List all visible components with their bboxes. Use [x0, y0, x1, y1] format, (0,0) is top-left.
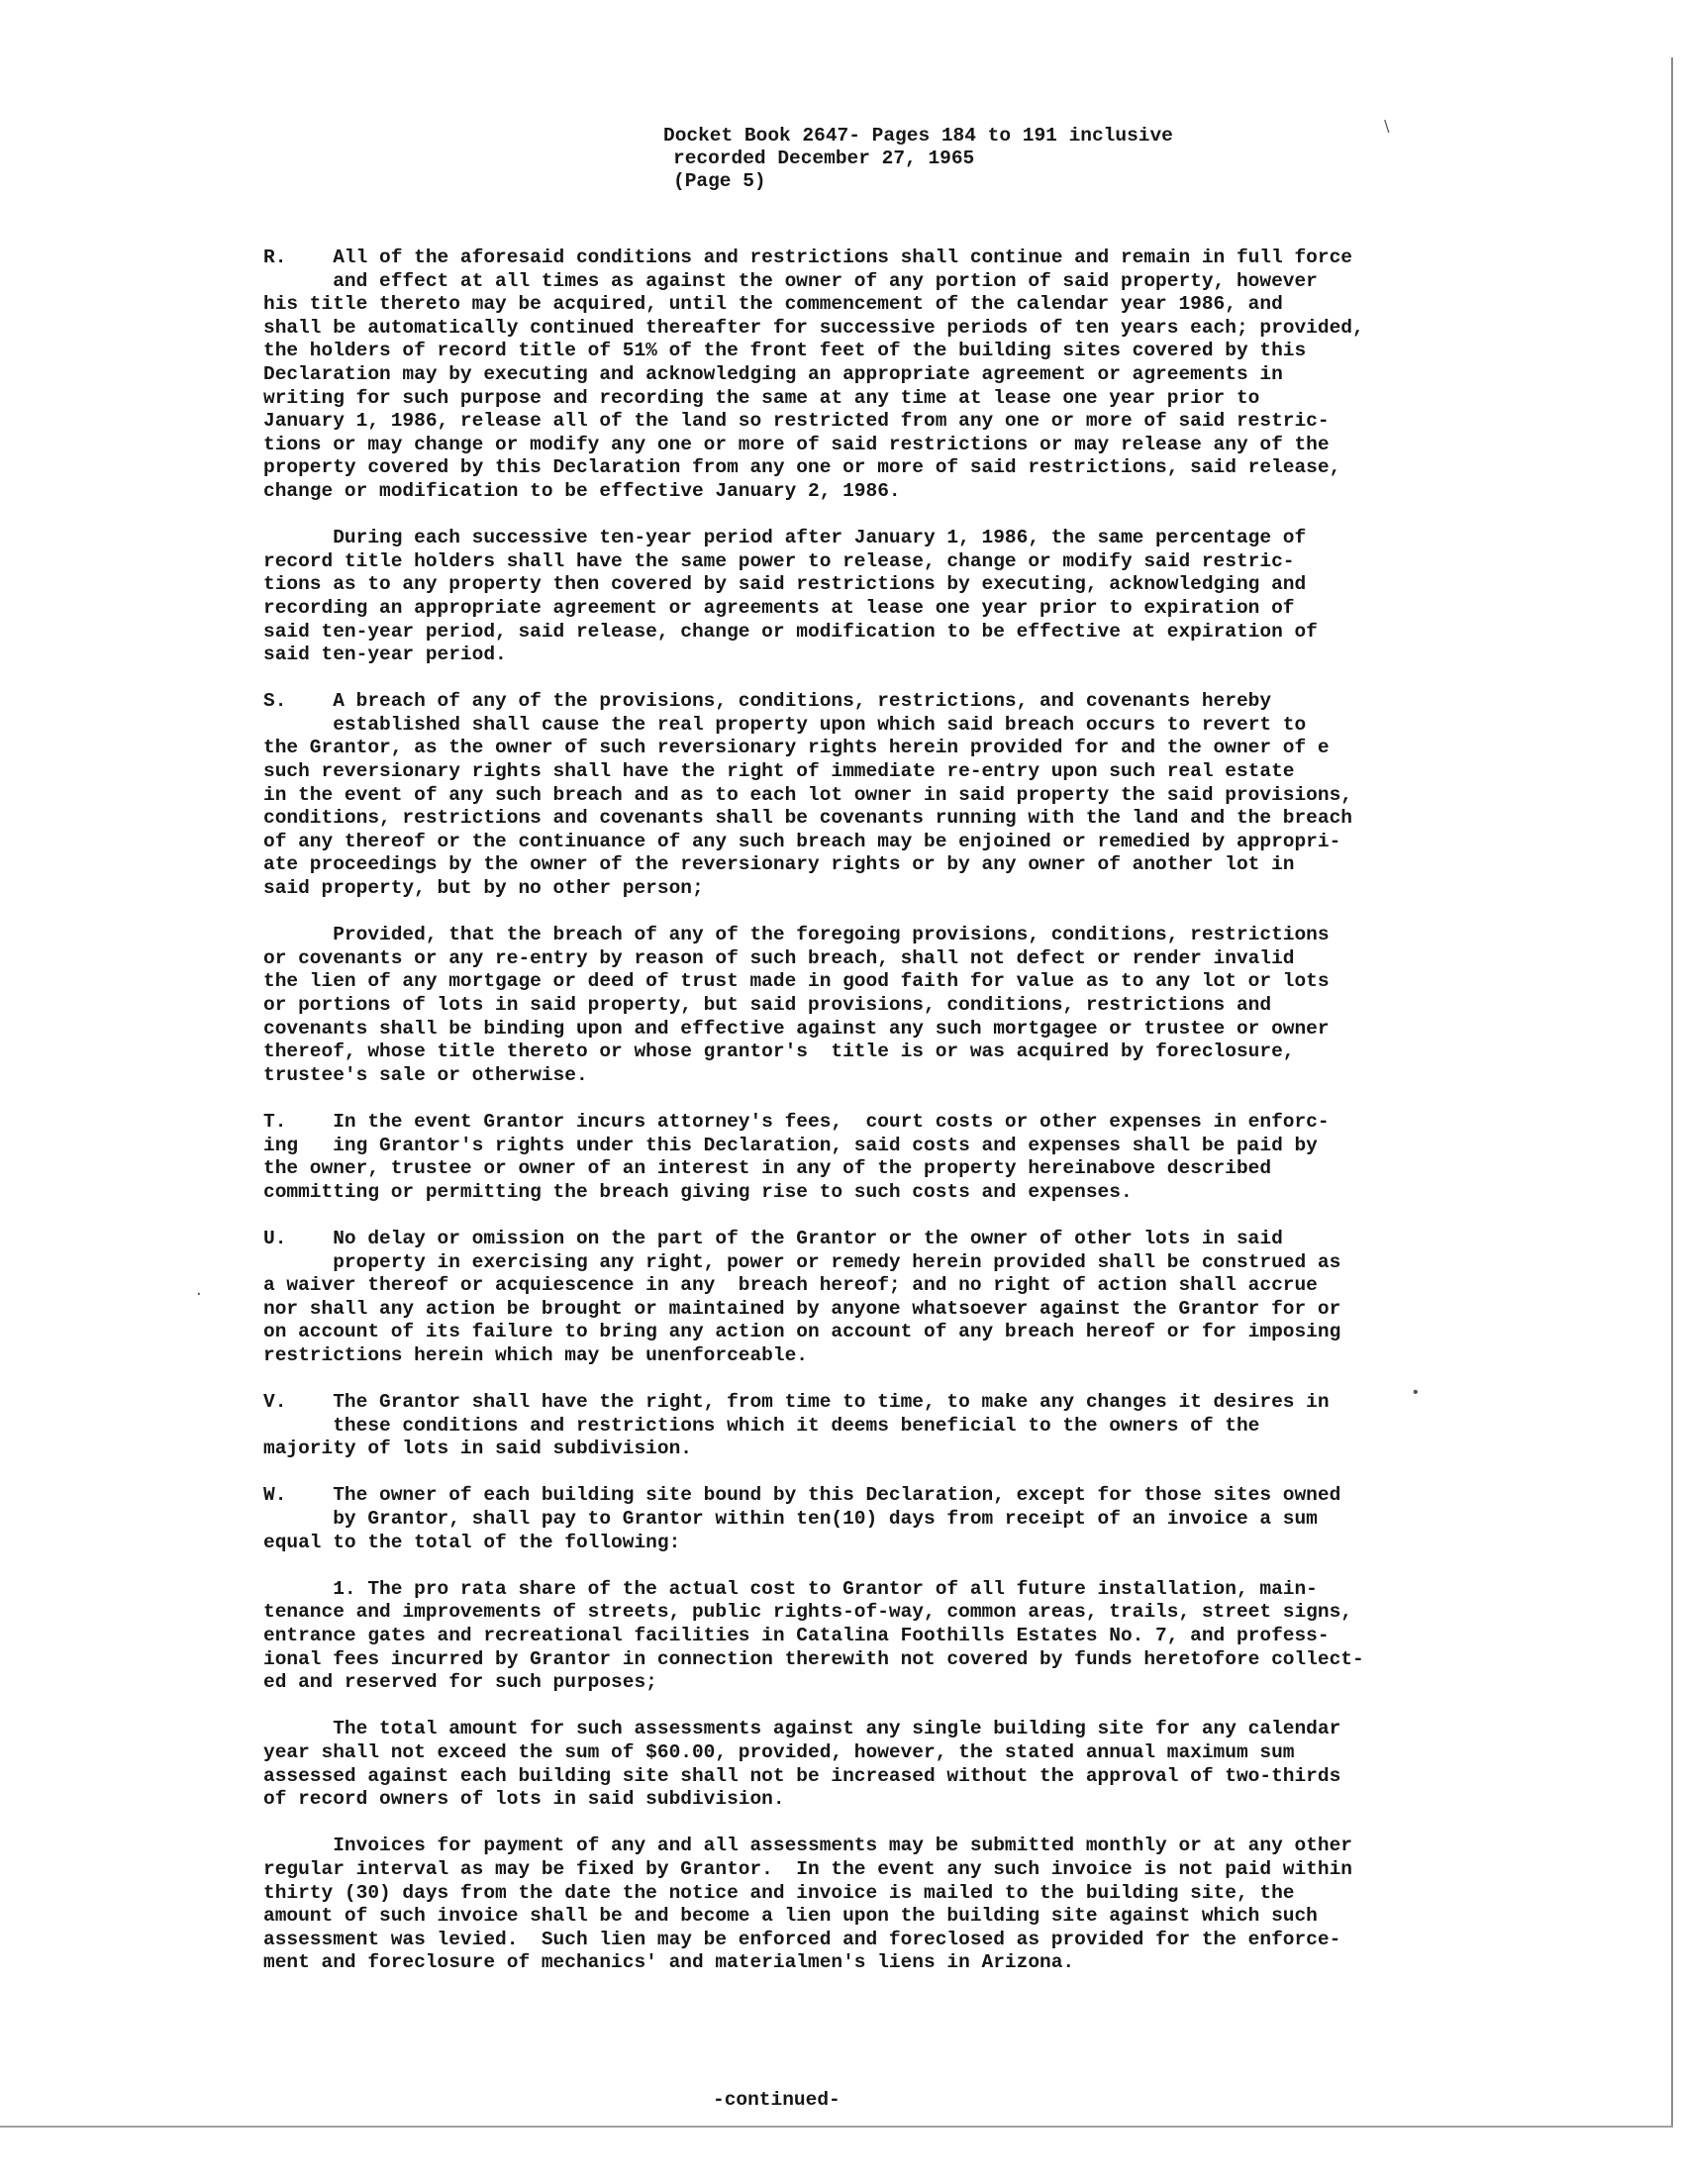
paragraph	[263, 1484, 1402, 1554]
text-line: 1. The pro rata share of the actual cost to Grantor of all future installation, main-	[263, 1577, 1318, 1600]
text-line: in the event of any such breach and as to each lot owner in said property the said provisions,	[263, 783, 1352, 806]
document-body	[263, 247, 1402, 1999]
text-line: restrictions herein which may be unenforceable.	[263, 1343, 808, 1366]
text-line: S. A breach of any of the provisions, conditions, restrictions, and covenants hereby	[263, 690, 1272, 713]
text-line: covenants shall be binding upon and effective against any such mortgagee or trustee or owner	[263, 1017, 1330, 1040]
paragraph	[263, 1228, 1402, 1368]
continued-footer: -continued-	[713, 2089, 841, 2111]
page-bottom-edge	[0, 2126, 1673, 2128]
text-line: Provided, that the breach of any of the foregoing provisions, conditions, restrictions	[263, 924, 1330, 946]
paragraph	[263, 1111, 1402, 1204]
text-line: change or modification to be effective January 2, 1986.	[263, 479, 901, 502]
text-line: property covered by this Declaration from any one or more of said restrictions, said release,	[263, 456, 1341, 479]
text-line: ed and reserved for such purposes;	[263, 1671, 657, 1694]
text-line: these conditions and restrictions which it deems beneficial to the owners of the	[263, 1414, 1260, 1437]
scan-speck: ·	[194, 1285, 204, 1303]
text-line: committing or permitting the breach giving rise to such costs and expenses.	[263, 1180, 1133, 1203]
text-line: the Grantor, as the owner of such reversionary rights herein provided for and the owner of e	[263, 737, 1330, 759]
text-line: tenance and improvements of streets, public rights-of-way, common areas, trails, street signs,	[263, 1601, 1352, 1624]
text-line: R. All of the aforesaid conditions and restrictions shall continue and remain in full force	[263, 247, 1352, 268]
paragraph	[263, 690, 1402, 900]
text-line: said property, but by no other person;	[263, 877, 704, 900]
text-line: writing for such purpose and recording the same at any time at lease one year prior to	[263, 386, 1260, 409]
text-line: T. In the event Grantor incurs attorney's fees, court costs or other expenses in enforc-	[263, 1110, 1330, 1133]
docket-header-line-3: (Page 5)	[673, 170, 766, 192]
text-line: recording an appropriate agreement or agreements at lease one year prior to expiration of	[263, 596, 1295, 619]
text-line: record title holders shall have the same power to release, change or modify said restric-	[263, 549, 1295, 572]
text-line: property in exercising any right, power or remedy herein provided shall be construed as	[263, 1250, 1341, 1273]
text-line: of record owners of lots in said subdivision.	[263, 1788, 785, 1811]
text-line: the owner, trustee or owner of an interest in any of the property hereinabove described	[263, 1157, 1272, 1180]
text-line: his title thereto may be acquired, until the commencement of the calendar year 1986, and	[263, 293, 1283, 316]
paragraph	[263, 924, 1402, 1087]
text-line: ional fees incurred by Grantor in connection therewith not covered by funds heretofore collect-	[263, 1647, 1364, 1670]
paragraph	[263, 1578, 1402, 1695]
text-line: nor shall any action be brought or maintained by anyone whatsoever against the Grantor for or	[263, 1297, 1341, 1320]
text-line: assessed against each building site shall not be increased without the approval of two-thirds	[263, 1764, 1341, 1787]
text-line: on account of its failure to bring any action on account of any breach hereof or for imposing	[263, 1321, 1341, 1343]
docket-header-line-1: Docket Book 2647- Pages 184 to 191 inclusive	[663, 125, 1173, 147]
paragraph	[263, 247, 1402, 504]
text-line: V. The Grantor shall have the right, from time to time, to make any changes it desires in	[263, 1391, 1330, 1414]
paragraph	[263, 527, 1402, 667]
text-line: established shall cause the real property upon which said breach occurs to revert to	[263, 713, 1307, 736]
text-line: Invoices for payment of any and all assessments may be submitted monthly or at any other	[263, 1835, 1352, 1857]
paragraph	[263, 1391, 1402, 1461]
text-line: said ten-year period, said release, change or modification to be effective at expiration of	[263, 620, 1318, 643]
text-line: tions or may change or modify any one or more of said restrictions or may release any of the	[263, 433, 1330, 455]
text-line: or covenants or any re-entry by reason of such breach, shall not defect or render invalid	[263, 946, 1295, 969]
scan-speck: ∖	[1381, 119, 1392, 137]
text-line: thirty (30) days from the date the notice and invoice is mailed to the building site, the	[263, 1881, 1295, 1904]
text-line: tions as to any property then covered by said restrictions by executing, acknowledging and	[263, 573, 1307, 596]
paragraph	[263, 1835, 1402, 1975]
text-line: trustee's sale or otherwise.	[263, 1063, 588, 1086]
text-line: conditions, restrictions and covenants shall be covenants running with the land and the breach	[263, 807, 1352, 830]
paragraph	[263, 1718, 1402, 1811]
text-line: the lien of any mortgage or deed of trust made in good faith for value as to any lot or lots	[263, 970, 1330, 993]
text-line: such reversionary rights shall have the right of immediate re-entry upon such real estate	[263, 760, 1295, 783]
text-line: ing ing Grantor's rights under this Declaration, said costs and expenses shall be paid by	[263, 1134, 1318, 1156]
text-line: equal to the total of the following:	[263, 1531, 681, 1553]
text-line: Declaration may by executing and acknowledging an appropriate agreement or agreements in	[263, 362, 1283, 385]
docket-header-line-2: recorded December 27, 1965	[673, 148, 975, 169]
text-line: of any thereof or the continuance of any such breach may be enjoined or remedied by appropri-	[263, 830, 1341, 852]
text-line: year shall not exceed the sum of $60.00, provided, however, the stated annual maximum sum	[263, 1741, 1295, 1763]
text-line: the holders of record title of 51% of the front feet of the building sites covered by this	[263, 340, 1307, 362]
text-line: The total amount for such assessments against any single building site for any calendar	[263, 1718, 1341, 1740]
page-right-edge	[1671, 57, 1673, 2127]
text-line: a waiver thereof or acquiescence in any breach hereof; and no right of action shall accrue	[263, 1274, 1318, 1297]
text-line: assessment was levied. Such lien may be enforced and foreclosed as provided for the enforce-	[263, 1928, 1341, 1950]
text-line: thereof, whose title thereto or whose grantor's title is or was acquired by foreclosure,	[263, 1041, 1295, 1063]
docket-header	[663, 125, 1173, 193]
text-line: or portions of lots in said property, but said provisions, conditions, restrictions and	[263, 994, 1272, 1016]
text-line: by Grantor, shall pay to Grantor within ten(10) days from receipt of an invoice a sum	[263, 1508, 1318, 1531]
text-line: amount of such invoice shall be and become a lien upon the building site against which such	[263, 1905, 1318, 1928]
text-line: U. No delay or omission on the part of the Grantor or the owner of other lots in said	[263, 1227, 1283, 1249]
text-line: majority of lots in said subdivision.	[263, 1438, 692, 1460]
text-line: said ten-year period.	[263, 644, 507, 666]
text-line: and effect at all times as against the owner of any portion of said property, however	[263, 269, 1318, 292]
text-line: regular interval as may be fixed by Grantor. In the event any such invoice is not paid within	[263, 1857, 1352, 1880]
text-line: entrance gates and recreational facilities in Catalina Foothills Estates No. 7, and profess-	[263, 1625, 1330, 1647]
text-line: January 1, 1986, release all of the land so restricted from any one or more of said restric-	[263, 410, 1330, 433]
text-line: ate proceedings by the owner of the reversionary rights or by any owner of another lot in	[263, 853, 1295, 876]
text-line: ment and foreclosure of mechanics' and materialmen's liens in Arizona.	[263, 1951, 1075, 1974]
scan-speck: •	[1411, 1384, 1421, 1402]
text-line: shall be automatically continued thereafter for successive periods of ten years each; provided,	[263, 316, 1364, 339]
text-line: During each successive ten-year period after January 1, 1986, the same percentage of	[263, 527, 1307, 549]
text-line: W. The owner of each building site bound by this Declaration, except for those sites owned	[263, 1484, 1341, 1507]
